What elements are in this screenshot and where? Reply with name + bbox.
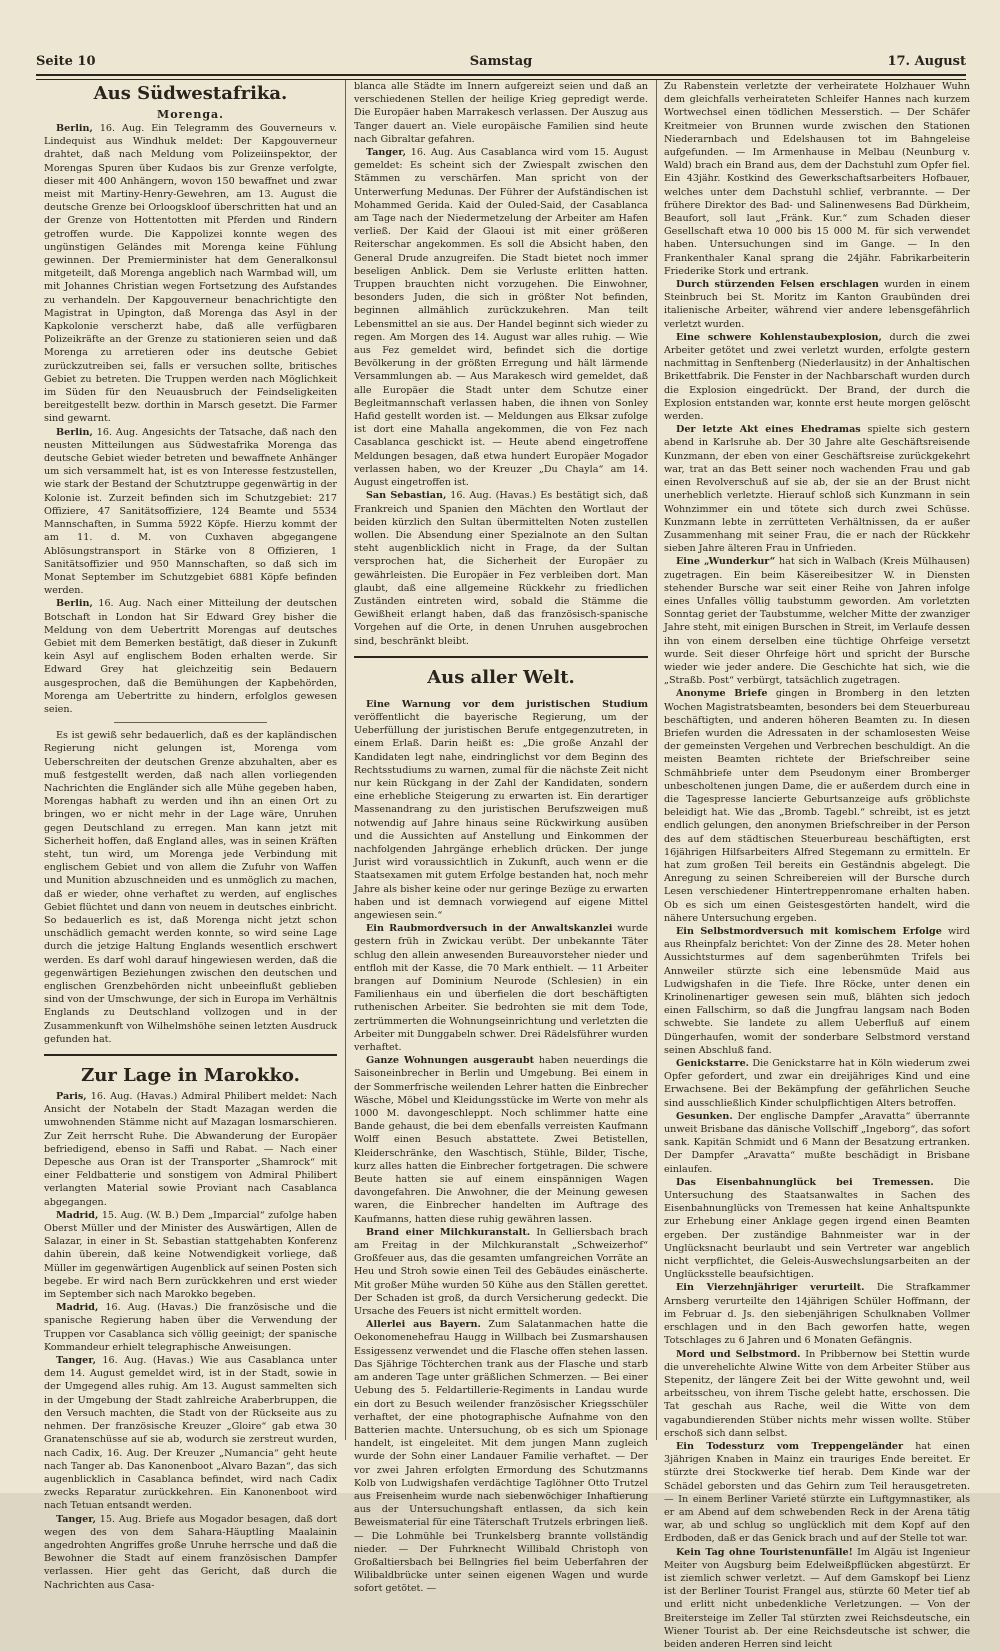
article-paragraph bbox=[44, 597, 337, 716]
paragraph-text: Zum Salatanmachen hatte die Oekonomenehefrau Haugg in Willbach bei Zusmarshausen Essigessenz verwendet und die Flasche offen stehen lassen. Das Sjährige Töchterchen trank aus der Flasche und starb am anderen Tage unter gräßlichen Schmerzen. — Bei einer Uebung des 5. Feldartillerie-Regiments in Landau wurde ein dort zu Besuch weilender französischer Kriegsschüler verhaftet, der eine photographische Aufnahme von den Batterien machte. Untersuchung, ob es sich um Spionage handelt, ist eingeleitet. Mit dem jungen Mann zugleich wurde der Sohn einer Landauer Familie verhaftet. — Der vor zwei Jahren erfolgten Ermordung des Schutzmanns Kolb von Ludwigshafen verdächtige Taglöhner Otto Trutzel aus Freisenheim wurde nach siebenwöchiger Inhaftierung aus der Untersuchungshaft entlassen, da sich kein Beweismaterial für eine Täterschaft Trutzels erbringen ließ. — Die Lohmühle bei Trunkelsberg brannte vollständig nieder. — Der Fuhrknecht Willibald Christoph von Großaltiersbach bei Bellngries fiel beim Ueberfahren der Wilibaldbrücke unter seinen eigenen Wagen und wurde sofort getötet. — bbox=[354, 1319, 648, 1595]
news-headline: Eine „Wunderkur“ bbox=[676, 556, 776, 568]
news-item bbox=[664, 1176, 970, 1282]
news-headline: Eine Warnung vor dem juristischen Studium bbox=[366, 698, 648, 710]
section-title-suedwestafrika: Aus Südwestafrika. bbox=[93, 83, 288, 104]
news-headline: Ein Selbstmordversuch mit komischem Erfolge bbox=[676, 926, 942, 937]
news-item bbox=[354, 1226, 648, 1318]
news-item bbox=[354, 1318, 648, 1595]
header-date: 17. August bbox=[887, 54, 966, 69]
dateline: Madrid, bbox=[56, 1209, 99, 1221]
news-item bbox=[664, 278, 970, 331]
paragraph-text: hat sich in Walbach (Kreis Mülhausen) zugetragen. Ein beim Käsereibesitzer W. in Diensten stehender Bursche war seit einer Reihe von Jahren infolge eines Unfalles völlig taubstumm geworden. Am vorletzten Sonntag geriet der Taubstumme, welcher Mitte der zwanziger Jahre steht, mit einigen Burschen in Streit, im Verlaufe dessen ihn von einem derselben eine tüchtige Ohrfeige versetzt wurde. Seit dieser Ohrfeige hört und spricht der Bursche wieder wie jeder andere. Die Geschichte hat sich, wie die „Straßb. Post“ verbürgt, tatsächlich zugetragen. bbox=[664, 556, 970, 687]
section-rule bbox=[44, 1054, 337, 1056]
article-paragraph bbox=[44, 1090, 337, 1209]
news-item: Zu Rabenstein verletzte der verheiratete Holzhauer Wuhn dem gleichfalls verheirateten Schleifer Hannes nach kurzem Wortwechsel einen tödlichen Messerstich. — Der Schäfer Kreitmeier von Brunnen wurde zwischen den Stationen Niederarnbach und Edelshausen tot im Bahngeleise aufgefunden. — Im Armenhause in Melbau (Neunburg v. Wald) brach ein Brand aus, dem der Dachstuhl zum Opfer fiel. Ein 43jähr. Kostkind des Gewerkschaftsarbeiters Hofbauer, welches unter dem Dachstuhl schlief, verbrannte. — Der frühere Direktor des Bad- und Salinenwesens Bad Dürkheim, Beaufort, soll laut „Fränk. Kur.“ zum Schaden dieser Gesellschaft etwa 10 000 bis 15 000 M. für sich verwendet haben. Untersuchungen sind im Gange. — In den Frankenthaler Kanal sprang die 24jähr. Fabrikarbeiterin Friederike Stork und ertrank. bbox=[664, 81, 970, 277]
article-paragraph bbox=[44, 1301, 337, 1354]
paragraph-text: wird aus Rheinpfalz berichtet: Von der Zinne des 28. Meter hohen Aussichtsturmes auf dem sagenberühmten Trifels bei Annweiler stürzte sich eine lebensmüde Maid aus Ludwigshafen in die Tiefe. Ihre Röcke, unter denen ein Krinolinenartiger gewesen sein muß, blähten sich jedoch einen Fallschirm, so daß die Jungfrau langsam nach Boden schwebte. Sie landete zu allem Ueberfluß auf einem Düngerhaufen, womit der sonderbare Selbstmord verstand seinen Abschluß fand. bbox=[664, 926, 970, 1056]
paragraph-text: Im Algäu ist Ingenieur Meiter von Augsburg beim Edelweißpflücken abgestürzt. Er ist ziemlich schwer verletzt. — Auf dem Gamskopf bei Lienz ist der Berliner Tourist Frangel aus, stürzte 60 Meter tief ab und erlitt nicht unbedenkliche Verletzungen. — Von der Breitersteige im Zeller Tal stürzten zwei Reichsdeutsche, ein Wiener Tourist ab. Der eine Reichsdeutsche ist schwer, die beiden anderen Herren sind leicht bbox=[664, 1546, 970, 1650]
news-headline: Ganze Wohnungen ausgeraubt bbox=[366, 1055, 535, 1067]
paragraph-text: spielte sich gestern abend in Karlsruhe ab. Der 30 Jahre alte Geschäftsreisende Kunzmann, der eben von einer Geschäftsreise zurückgekehrt war, trat an das Bett seiner noch wachenden Frau und gab einen Revolverschuß auf sie ab, der sie an der Brust nicht unerheblich verletzte. Hierauf schloß sich Kunzmann in sein Wohnzimmer ein und tötete sich durch zwei Schüsse. Kunzmann lebte in zerrütteten Verhältnissen, da er außer Zusammenhang mit seiner Frau, die er nach der Rückkehr sieben Jahre älteren Frau in Unfrieden. bbox=[664, 424, 970, 555]
news-item bbox=[354, 698, 648, 922]
article-paragraph bbox=[44, 1513, 337, 1592]
paragraph-text: gingen in Bromberg in den letzten Wochen Magistratsbeamten, besonders bei dem Steuerbureau beschäftigten, und anderen höheren Beamten zu. In diesen Briefen wurden die Adressaten in der schamlosesten Weise der gemeinsten Vergehen und Verbrechen beschuldigt. An die meisten Beamten richtete der Briefschreiber seine Schmähbriefe unter dem Pseudonym einer Bromberger unbescholtenen jungen Dame, die er außerdem durch eine in die Tagespresse lancierte Geburtsanzeige aufs gröblichste beleidigt hat. Wie das „Bromb. Tagebl.“ schreibt, ist es jetzt endlich gelungen, den anonymen Briefschreiber in der Person des auf dem städtischen Steuerbureau beschäftigten, erst 16jährigen Hilfsarbeiters Alfred Stegemann zu ermitteln. Er hat zum großen Teil bereits ein Geständnis abgelegt. Die Anregung zu seinen Schreibereien will der Bursche durch Lesen verschiedener Hintertreppenromane erhalten haben. Ob es sich um einen Geistesgestörten handelt, wird die nähere Untersuchung ergeben. bbox=[664, 688, 970, 924]
news-item bbox=[664, 1546, 970, 1651]
paragraph-text: Die Strafkammer Arnsberg verurteilte den 14jährigen Schüler Hoffmann, der im Februar d. Js. den siebenjährigen Schulknaben Vollmer erschlagen und in den Bach geworfen hatte, wegen Totschlages zu 6 Jahren und 6 Monaten Gefängnis. bbox=[664, 1282, 971, 1347]
commentary-paragraph: Es ist gewiß sehr bedauerlich, daß es der kapländischen Regierung nicht gelungen ist, Morenga vom Ueberschreiten der deutschen Grenze abzuhalten, aber es muß festgestellt werden, daß nach allen vorliegenden Nachrichten die Engländer sich alle Mühe gegeben haben, Morengas habhaft zu werden und ihn an einen Ort zu bringen, wo er nicht mehr in der Lage wäre, Unruhen gegen Deutschland zu erregen. Man kann jetzt mit Sicherheit hoffen, daß England alles, was in seinen Kräften steht, tun wird, um Morenga jede Verbindung mit englischem Gebiet und von allem die Zufuhr von Waffen und Munition abzuschneiden und es unmöglich zu machen, daß er wieder, ohne verhaftet zu werden, auf englisches Gebiet flüchtet und dann von neuem in deutsches einbricht. So bedauerlich es ist, daß Morenga nicht jetzt schon unschädlich gemacht werden konnte, so wird seine Lage durch die jetzige Haltung Englands wesentlich erschwert werden. Es darf wohl darauf hingewiesen werden, daß die gegenwärtigen Beziehungen zwischen den deutschen und englischen Grenzbehörden nicht unbeeinflußt geblieben sind von der Umschwunge, der sich in Europa im Verhältnis Englands zu Deutschland vollzogen und in der Zusammenkunft von Wilhelmshöhe seinen letzten Ausdruck gefunden hat. bbox=[44, 730, 337, 1045]
paragraph-text: Die Untersuchung des Staatsanwaltes in Sachen des Eisenbahnunglücks von Tremessen hat keine Anhaltspunkte zur Erhebung einer Anklage gegen irgend einen Beamten ergeben. Der zuständige Bahnmeister war in der Unglücksnacht beurlaubt und sein Vertreter war angeblich nicht verpflichtet, die Geleis-Auswechslungsarbeiten an der Unglücksstelle beaufsichtigen. bbox=[664, 1176, 970, 1281]
news-headline: Der letzte Akt eines Ehedramas bbox=[676, 424, 861, 436]
news-headline: Brand einer Milchkuranstalt. bbox=[366, 1226, 531, 1238]
paragraph-text: 16. Aug. Angesichts der Tatsache, daß nach den neusten Mitteilungen aus Südwestafrika Morenga das deutsche Gebiet wieder betreten und bewaffnete Anhänger um sich versammelt hat, ist es von Interesse festzustellen, wie stark der Bestand der Schutztruppe gegenwärtig in der Kolonie ist. Zurzeit befinden sich im Schutzgebiet: 217 Offiziere, 47 Sanitätsoffiziere, 124 Beamte und 5534 Mannschaften, in Summa 5922 Köpfe. Hierzu kommt der am 11. d. M. von Cuxhaven abgegangene Ablösungstransport in Stärke von 8 Offizieren, 1 Sanitätsoffizier und 950 Mannschaften, so daß sich im Monat September im Schutzgebiet 6881 Köpfe befinden werden. bbox=[44, 426, 337, 597]
dateline: Tanger, bbox=[366, 147, 406, 159]
news-item bbox=[664, 687, 970, 925]
article-paragraph bbox=[44, 1209, 337, 1301]
page-number: Seite 10 bbox=[36, 54, 96, 69]
article-paragraph: blanca alle Städte im Innern aufgereizt seien und daß an verschiedenen Stellen der heilige Krieg gepredigt werde. Die Europäer haben Marrakesch verlassen. Der Auszug aus Tanger dauert an. Viele europäische Familien sind heute nach Gibraltar gefahren. bbox=[354, 81, 648, 145]
dateline: Berlin, bbox=[56, 123, 93, 134]
column-2 bbox=[354, 80, 649, 1595]
paragraph-text: 16. Aug. (Havas.) Es bestätigt sich, daß Frankreich und Spanien den Mächten den Wortlaut der beiden kürzlich den Sultan übermittelten Noten zustellen wollen. Die Absendung einer Spezialnote an den Sultan steht augenblicklich nicht in Frage, da der Sultan versprochen hat, die Sicherheit der Europäer zu gewährleisten. Die Europäer in Fez verbleiben dort. Man glaubt, daß eine allgemeine Rückkehr zu friedlichen Zuständen eintreten wird, sobald die Stämme die Gewißheit erlangt haben, daß das französisch-spanische Vorgehen auf die Orte, in denen Unruhen ausgebrochen sind, beschränkt bleibt. bbox=[354, 490, 648, 647]
paragraph-text: In Gelliersbach brach am Freitag in der Milchkuranstalt „Schweizerhof“ Großfeuer aus, das die gesamten umfangreichen Vorräte an Heu und Stroh sowie einen Teil des Gebäudes einäscherte. Mit großer Mühe wurden 50 Kühe aus den Ställen gerettet. Der Schaden ist groß, da durch Versicherung gedeckt. Die Ursache des Feuers ist nicht ermittelt worden. bbox=[354, 1226, 649, 1318]
paragraph-text: wurden in einem Steinbruch bei St. Moritz im Kanton Graubünden drei italienische Arbeiter, während vier andere lebensgefährlich verletzt wurden. bbox=[664, 279, 970, 330]
article-paragraph bbox=[44, 426, 337, 598]
paragraph-text: In Pribbernow bei Stettin wurde die unverehelichte Alwine Witte von dem Arbeiter Stüber aus Stepenitz, der längere Zeit bei der Witte gewohnt und, weil arbeitsscheu, von ihrem Tische gelebt hatte, erschossen. Die Tat geschah aus Rache, weil die Witte von dem vagabundierenden Stüber nichts mehr wissen wollte. Stüber erschoß sich dann selbst. bbox=[664, 1348, 970, 1439]
paragraph-text: 16. Aug. (Havas.) Admiral Philibert meldet: Nach Ansicht der Notabeln der Stadt Mazagan werden die umwohnenden Stämme nicht auf Mazagan losmarschieren. Zur Zeit herrscht Ruhe. Die Abwanderung der Europäer befriedigend, ebenso in Saffi und Rabat. — Nach einer Depesche aus Oran ist der Transporter „Shamrock“ mit einer Feldbatterie und sonstigem von Admiral Philibert verlangten Material sowie Proviant nach Casablanca abgegangen. bbox=[44, 1091, 337, 1208]
paragraph-text: 16. Aug. Nach einer Mitteilung der deutschen Botschaft in London hat Sir Edward Grey bisher die Meldung von dem Uebertritt Morengas auf deutsches Gebiet mit dem Bemerken bestätigt, daß dieser in Zukunft kein Asyl auf englischem Boden erhalten werde. Sir Edward Grey hat gleichzeitig sein Bedauern ausgesprochen, daß die Bemühungen der Kapbehörden, Morenga am Uebertritte zu hindern, erfolglos gewesen seien. bbox=[44, 598, 337, 715]
paragraph-text: 16. Aug. (Havas.) Wie aus Casablanca unter dem 14. August gemeldet wird, ist in der Stadt, sowie in der Umgegend alles ruhig. Am 13. August sammelten sich in der Umgebung der Stadt zahlreiche Araberbruppen, die den Versuch machten, die Stadt von der Rückseite aus zu nehmen. Der französische Kreuzer „Gloire“ gab etwa 30 Granatenschüsse auf sie ab, wodurch sie zerstreut wurden, nach Cadix, 16. Aug. Der Kreuzer „Numancia“ geht heute nach Tanger ab. Das Kanonenboot „Alvaro Bazan“, das sich augenblicklich in Casablanca befindet, wird nach Cadix zwecks Reparatur zurückkehren. Ein Kanonenboot wird nach Tetuan entsandt werden. bbox=[44, 1355, 337, 1512]
dateline: Tanger, bbox=[56, 1513, 96, 1525]
article-paragraph bbox=[354, 146, 648, 489]
dateline: Berlin, bbox=[56, 598, 93, 610]
news-item bbox=[664, 925, 970, 1057]
dateline: San Sebastian, bbox=[366, 490, 447, 502]
news-headline: Ein Raubmordversuch in der Anwaltskanzlei bbox=[366, 923, 613, 935]
section-title-aus-aller-welt: Aus aller Welt. bbox=[427, 666, 575, 688]
paragraph-text: hat einen 3jährigen Knaben in Mainz ein trauriges Ende bereitet. Er stürzte drei Stockwerke tief herab. Dem Kinde war der Schädel geborsten und das Gehirn zum Teil herausgetreten. — In einem Berliner Varieté stürzte ein Luftgymnastiker, als er am Abend auf dem schwebenden Reck in der Arena tätig war, ab und schlug so unglücklich mit dem Kopf auf den Erdboden, daß er das Genick brach und auf der Stelle tot war. bbox=[664, 1440, 970, 1545]
dateline: Paris, bbox=[56, 1091, 87, 1103]
section-title-marokko: Zur Lage in Marokko. bbox=[81, 1065, 300, 1087]
news-item bbox=[664, 555, 970, 687]
article-paragraph bbox=[44, 122, 337, 426]
section-rule bbox=[354, 656, 648, 658]
news-headline: Genickstarre. bbox=[676, 1058, 750, 1070]
news-item bbox=[664, 1110, 970, 1176]
paragraph-text: 16. Aug. Aus Casablanca wird vom 15. August gemeldet: Es scheint sich der Zwiespalt zwischen den Stämmen zu verschärfen. Man spricht von der Unterwerfung Medunas. Der Führer der Aufständischen ist Mohammed Gerida. Kaid der Ouled-Said, der Casablanca am Tage nach der Niedermetzelung der Arbeiter am Hafen verließ. Der Kaid der Glaoui ist mit einer größeren Reiterschar angekommen. Es soll die Absicht haben, den General Drude anzugreifen. Die Stadt bietet noch immer beseligen Anblick. Dem sie Verluste erlitten hatten. Truppen brauchten nicht vorzugehen. Die Einwohner, besonders Juden, die sich in größter Not befinden, beginnen allmählich zurückzukehren. Man teilt Lebensmittel an sie aus. Der Handel beginnt sich wieder zu regen. Am Morgen des 14. August war alles ruhig. — Wie aus Fez gemeldet wird, befindet sich die dortige Bevölkerung in der größten Erregung und hält lärmende Versammlungen ab. — Aus Marakesch wird gemeldet, daß alle Europäer die Stadt unter dem Schutze einer Begleitmannschaft verlassen haben, die ihnen von Sonley Hafid gestellt worden ist. — Meldungen aus Elksar zufolge ist dort eine Mahalla angekommen, die von Fez nach Casablanca geschickt ist. — Heute abend eingetroffene Meldungen besagen, daß etwa hundert Europäer Mogador verlassen haben, wo der Kreuzer „Du Chayla“ am 14. August eingetroffen ist. bbox=[354, 147, 648, 489]
article-divider bbox=[114, 722, 267, 723]
news-item bbox=[664, 1281, 970, 1347]
paragraph-text: 16. Aug. Ein Telegramm des Gouverneurs v. Lindequist aus Windhuk meldet: Der Kapgouverneur drahtet, daß nach Meldung vom Polizeiinspektor, der Morengas Spuren über Kudaos bis zur Grenze verfolgte, dieser mit 400 Anhängern, wovon 150 bewaffnet und zwar meist mit Martiny-Henry-Gewehren, am 13. August die deutsche Grenze bei Orloogskloof überschritten hat und an der Grenze von Hottentotten mit Pferden und Rindern getroffen wurde. Die Kappolizei konnte wegen des ungünstigen Geländes mit Morenga keine Fühlung gewinnen. Der Premierminister hat dem Generalkonsul mitgeteilt, daß Morenga angeblich nach Warmbad will, um mit Johannes Christian wegen Fortsetzung des Aufstandes zu verhandeln. Der Kapgouverneur benachrichtigte den Magistrat in Upington, daß Morenga das Asyl in der Kapkolonie verscherzt habe, daß alle verfügbaren Polizeikräfte an der Grenze zu stationieren seien und daß Morenga zu arretieren oder ins deutsche Gebiet zurückzutreiben sei, falls er versuchen sollte, britisches Gebiet zu betreten. Die Truppen werden nach Möglichkeit im Süden für den Neuausbruch der Feindseligkeiten bereitgestellt bezw. dorthin in Marsch gesetzt. Die Farmer sind gewarnt. bbox=[44, 123, 337, 425]
news-headline: Durch stürzenden Felsen erschlagen bbox=[676, 279, 879, 291]
news-item bbox=[354, 1054, 648, 1226]
paragraph-text: Der englische Dampfer „Aravatta“ überrannte unweit Brisbane das dänische Vollschiff „Ingeborg“, das sofort sank. Kapitän Schmidt und 6 Mann der Besatzung ertranken. Der Dampfer „Aravatta“ mußte beschädigt in Brisbane einlaufen. bbox=[664, 1110, 970, 1175]
article-subtitle-morenga: Morenga. bbox=[157, 108, 224, 121]
paragraph-text: veröffentlicht die bayerische Regierung, um der Ueberfüllung der juristischen Berufe entgegenzutreten, in einem Erlaß. Darin heißt es: „Die große Anzahl der Kandidaten legt nahe, eindringlichst vor dem Beginn des Rechtsstudiums zu warnen, zumal für die nächste Zeit nicht nur kein Rückgang in der Zahl der Kandidaten, sondern eine erhebliche Steigerung zu erwarten ist. Ein derartiger Massenandrang zu den juristischen Berufszweigen muß notwendig auf Jahre hinaus seine Rückwirkung ausüben und die Aussichten auf Anstellung und Einkommen der nachfolgenden Jahrgänge erheblich drücken. Der junge Jurist wird voraussichtlich in Zukunft, auch wenn er die Staatsexamen mit gutem Erfolge bestanden hat, noch mehr Jahre als bisher keine oder nur geringe Bezüge zu erwarten haben und ist demnach vorwiegend auf eigene Mittel angewiesen sein.“ bbox=[354, 711, 648, 921]
page-header bbox=[36, 54, 966, 74]
news-headline: Mord und Selbstmord. bbox=[676, 1348, 801, 1360]
column-3 bbox=[664, 80, 971, 1650]
column-divider bbox=[345, 80, 346, 1440]
news-item bbox=[664, 1348, 970, 1440]
news-headline: Gesunken. bbox=[676, 1110, 733, 1122]
news-headline: Eine schwere Kohlenstaubexplosion, bbox=[676, 331, 882, 343]
news-item bbox=[664, 1440, 970, 1546]
news-item bbox=[664, 331, 970, 423]
paragraph-text: 16. Aug. (Havas.) Die französische und die spanische Regierung haben über die Verwendung der Truppen vor Casablanca sich völlig geeinigt; der spanische Kommandeur erhielt telegraphische Anweisungen. bbox=[44, 1302, 337, 1353]
dateline: Madrid, bbox=[56, 1302, 99, 1314]
news-headline: Allerlei aus Bayern. bbox=[366, 1319, 481, 1331]
news-headline: Das Eisenbahnunglück bei Tremessen. bbox=[676, 1176, 934, 1188]
news-item bbox=[664, 423, 970, 555]
paragraph-text: durch die zwei Arbeiter getötet und zwei verletzt wurden, erfolgte gestern nachmittag in Senftenberg (Niederlausitz) in der Anhaltischen Brikettfabrik. Die Fenster in der Nachbarschaft wurden durch die Explosion eingedrückt. Der Brand, der durch die Explosion entstanden war, konnte erst heute morgen gelöscht werden. bbox=[664, 331, 970, 423]
article-paragraph bbox=[44, 1354, 337, 1512]
news-headline: Ein Todessturz vom Treppengeländer bbox=[676, 1440, 904, 1452]
paragraph-text: wurde gestern früh in Zwickau verübt. Der unbekannte Täter schlug den allein anwesenden Bureauvorsteher nieder und entfloh mit der Kasse, die 70 Mark enthielt. — 11 Arbeiter brangen auf Dominium Neurode (Schlesien) in ein Familienhaus ein und überfielen die dort beschäftigten ruthenischen Arbeiter. Sie bedrohten sie mit dem Tode, zertrümmerten die Wohnungseinrichtung und verletzten die Arbeiter mit Dunggabeln schwer. Drei Rädelsführer wurden verhaftet. bbox=[354, 923, 648, 1054]
dateline: Berlin, bbox=[56, 426, 93, 438]
dateline: Tanger, bbox=[56, 1355, 96, 1367]
paragraph-text: 15. Aug. (W. B.) Dem „Imparcial“ zufolge haben Oberst Müller und der Minister des Auswärtigen, Allen de Salazar, in einer in St. Sebastian stattgehabten Konferenz dahin überein, daß keine Notwendigkeit vorliege, daß Müller im gegenwärtigen Augenblick auf seinen Posten sich begebe. Er wird nach Bern zurückkehren und erst wieder im September sich nach Marokko begeben. bbox=[44, 1209, 337, 1301]
paragraph-text: 15. Aug. Briefe aus Mogador besagen, daß dort wegen des von dem Sahara-Häuptling Maalainin angedrohten Angriffes große Unruhe herrsche und daß die Bewohner die Stadt auf einem französischen Dampfer verlassen. Hier geht das Gericht, daß durch die Nachrichten aus Casa- bbox=[44, 1513, 337, 1591]
column-divider bbox=[656, 80, 657, 1440]
header-day: Samstag bbox=[469, 54, 533, 69]
news-headline: Anonyme Briefe bbox=[676, 688, 768, 700]
paragraph-text: Die Genickstarre hat in Köln wiederum zwei Opfer gefordert, und zwar ein dreijähriges Kind und eine Erwachsene. Bei der Bekämpfung der gefährlichen Seuche sind ausschließlich Kinder schulpflichtigen Alters betroffen. bbox=[664, 1058, 970, 1109]
paragraph-text: haben neuerdings die Saisoneinbrecher in Berlin und Umgebung. Bei einem in der Sommerfrische weilenden Lehrer hatten die Einbrecher Wäsche, Möbel und Kleidungsstücke im Werte von mehr als 1000 M. davongeschleppt. Noch schlimmer hatte eine Bande gehaust, die bei dem ebenfalls verreisten Kaufmann Wolff einen Besuch abstattete. Zwei Betistellen, Kleiderschränke, den Waschtisch, Stühle, Bilder, Tische, kurz alles hatten die Einbrecher fortgetragen. Die schwere Beute hatten sie auf einem einspännigen Wagen davongefahren. Die Anwohner, die der Meinung gewesen waren, die Einbrecher handelten im Auftrage des Kaufmanns, hatten diese ruhig gewähren lassen. bbox=[354, 1055, 648, 1225]
news-headline: Ein Vierzehnjähriger verurteilt. bbox=[676, 1282, 865, 1294]
news-item bbox=[664, 1057, 970, 1110]
column-1 bbox=[44, 80, 337, 1591]
news-item bbox=[354, 922, 648, 1054]
news-headline: Kein Tag ohne Touristenunfälle! bbox=[676, 1546, 853, 1558]
article-paragraph bbox=[354, 489, 648, 647]
